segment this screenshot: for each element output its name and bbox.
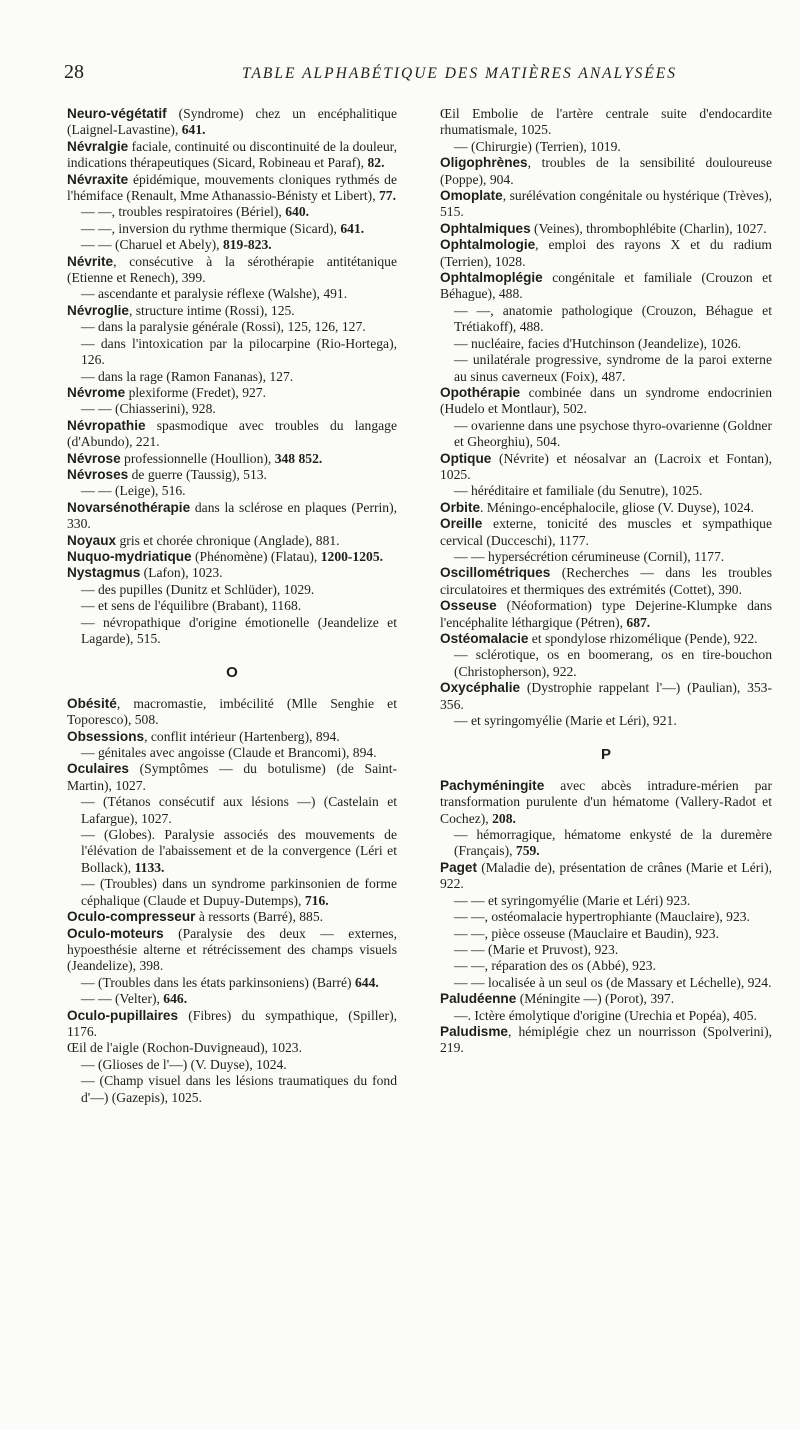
index-entry	[67, 451, 397, 467]
entry-heading: Osseuse	[440, 598, 497, 614]
index-entry	[440, 860, 772, 893]
index-entry	[440, 155, 772, 188]
entry-text: , conflit intérieur (Hartenberg), 894.	[144, 728, 340, 744]
index-entry	[440, 713, 772, 729]
index-entry	[67, 565, 397, 581]
entry-page-ref: 641.	[181, 122, 206, 138]
entry-text: — et syringomyélie (Marie et Léri), 921.	[454, 713, 677, 729]
entry-heading: Oxycéphalie	[440, 680, 521, 696]
entry-text: , consécutive à la sérothérapie antitétanique (Etienne et Renech), 399.	[67, 253, 397, 286]
entry-text: (Paralysie des deux — externes, hypoesthésie alterne et rétrécissement des champs visuels (Jeandelize), 398.	[67, 925, 397, 974]
entry-text: — ovarienne dans une psychose thyro-ovarienne (Goldner et Gheorghiu), 504.	[454, 417, 772, 450]
entry-page-ref: 208.	[492, 810, 516, 826]
entry-heading: Névralgie	[67, 138, 129, 154]
index-entry	[440, 270, 772, 303]
entry-text: — névropathique d'origine émotionelle (Jeandelize et Lagarde), 515.	[81, 614, 397, 646]
entry-heading: Oligophrènes	[440, 155, 528, 171]
index-entry	[67, 1008, 397, 1041]
index-entry	[67, 139, 397, 172]
entry-text: — —, pièce osseuse (Mauclaire et Baudin), 923.	[454, 925, 719, 941]
entry-text: — sclérotique, os en boomerang, os en tire-bouchon (Christopherson), 922.	[454, 647, 772, 679]
entry-text: — dans l'intoxication par la pilocarpine (Rio-Hortega), 126.	[81, 335, 397, 368]
entry-heading: Novarsénothérapie	[67, 499, 191, 515]
entry-text: — des pupilles (Dunitz et Schlüder), 1029.	[81, 581, 315, 597]
entry-heading: Ophtalmoplégie	[440, 270, 543, 286]
index-entry	[440, 598, 772, 631]
entry-text: (Néoformation) type Dejerine-Klumpke dans l'encéphalite léthargique (Pétren),	[440, 598, 772, 630]
entry-heading: Oculo-moteurs	[67, 925, 164, 941]
entry-text: — nucléaire, facies d'Hutchinson (Jeandelize), 1026.	[454, 335, 742, 351]
index-entry	[67, 761, 397, 794]
index-entry	[67, 598, 397, 614]
entry-heading: Oculo-pupillaires	[67, 1007, 179, 1023]
index-entry	[440, 451, 772, 484]
entry-text: — (Tétanos consécutif aux lésions —) (Castelain et Lafargue), 1027.	[81, 794, 397, 826]
entry-heading: Névraxite	[67, 171, 129, 187]
entry-heading: Névroglie	[67, 302, 129, 318]
index-entry	[67, 303, 397, 319]
index-entry	[440, 893, 772, 909]
entry-text: — (Champ visuel dans les lésions traumatiques du fond d'—) (Gazepis), 1025.	[81, 1073, 397, 1105]
entry-text: — (Chirurgie) (Terrien), 1019.	[454, 138, 621, 154]
entry-text: (Recherches — dans les troubles circulatoires et thermiques des extrémités (Cottet), 390.	[440, 565, 772, 597]
entry-text: — — (Charuel et Abely),	[81, 237, 223, 253]
entry-text: , hémiplégie chez un nourrisson (Spolverini), 219.	[440, 1023, 772, 1056]
index-entry	[440, 991, 772, 1007]
entry-heading: Névrose	[67, 450, 121, 466]
index-entry	[440, 827, 772, 860]
page-number: 28	[64, 61, 84, 83]
entry-text: Œil Embolie de l'artère centrale suite d'endocardite rhumatismale, 1025.	[440, 106, 772, 138]
index-entry	[67, 1057, 397, 1073]
index-entry	[440, 942, 772, 958]
index-entry	[67, 696, 397, 729]
entry-text: congénitale et familiale (Crouzon et Béhague), 488.	[440, 270, 772, 302]
entry-heading: Névropathie	[67, 417, 146, 433]
entry-heading: Nuquo-mydriatique	[67, 548, 192, 564]
entry-heading: Névroses	[67, 466, 129, 482]
entry-page-ref: 640.	[285, 204, 310, 220]
index-entry	[67, 418, 397, 451]
entry-heading: Obsessions	[67, 728, 145, 744]
index-entry	[440, 1024, 772, 1057]
index-entry	[67, 615, 397, 648]
index-entry	[67, 1040, 397, 1056]
index-entry	[67, 106, 397, 139]
index-entry	[67, 467, 397, 483]
entry-text: — (Glioses de l'—) (V. Duyse), 1024.	[81, 1056, 287, 1072]
entry-page-ref: 1200-1205.	[320, 548, 384, 564]
index-entry	[440, 680, 772, 713]
index-entry	[440, 188, 772, 221]
entry-text: avec abcès intradure-mérien par transformation purulente d'un hématome (Vallery-Radot et Cochez),	[440, 777, 772, 826]
entry-page-ref: 348 852.	[274, 450, 323, 466]
entry-text: — dans la rage (Ramon Fananas), 127.	[81, 368, 294, 384]
entry-text: . Méningo-encéphalocile, gliose (V. Duyse), 1024.	[480, 499, 754, 515]
entry-heading: Ophtalmologie	[440, 237, 536, 253]
entry-heading: Paget	[440, 859, 478, 875]
index-entry	[67, 926, 397, 975]
entry-text: — ascendante et paralysie réflexe (Walshe), 491.	[81, 286, 348, 302]
running-title: TABLE ALPHABÉTIQUE DES MATIÈRES ANALYSÉES	[241, 65, 678, 82]
entry-page-ref: 1133.	[134, 859, 165, 875]
entry-text: — — localisée à un seul os (de Massary et Léchelle), 924.	[454, 974, 772, 990]
index-entry	[67, 401, 397, 417]
index-entry	[67, 533, 397, 549]
entry-page-ref: 716.	[304, 892, 329, 908]
index-entry	[67, 975, 397, 991]
entry-text: — — (Leige), 516.	[81, 483, 186, 499]
entry-heading: Oculaires	[67, 761, 129, 777]
entry-page-ref: 687.	[626, 614, 651, 630]
entry-text: , structure intime (Rossi), 125.	[128, 302, 295, 318]
entry-heading: Omoplate	[440, 188, 503, 204]
entry-heading: Pachyméningite	[440, 777, 545, 793]
index-entry	[67, 336, 397, 369]
entry-text: plexiforme (Fredet), 927.	[125, 384, 266, 400]
index-entry	[67, 385, 397, 401]
index-entry	[440, 221, 772, 237]
entry-text: — dans la paralysie générale (Rossi), 125, 126, 127.	[81, 319, 366, 335]
index-entry	[67, 500, 397, 533]
entry-text: (Phénomène) (Flatau),	[191, 548, 321, 564]
entry-heading: Névrome	[67, 384, 126, 400]
entry-page-ref: 82.	[367, 155, 385, 171]
index-entry	[440, 1008, 772, 1024]
entry-heading: Noyaux	[67, 532, 117, 548]
entry-heading: Opothérapie	[440, 384, 521, 400]
index-entry	[440, 483, 772, 499]
entry-text: — (Troubles dans les états parkinsoniens) (Barré)	[81, 974, 355, 990]
entry-text: — —, ostéomalacie hypertrophiante (Mauclaire), 923.	[454, 909, 750, 925]
index-entry	[440, 303, 772, 336]
entry-text: — — (Chiasserini), 928.	[81, 401, 216, 417]
entry-heading: Névrite	[67, 253, 114, 269]
index-entry	[67, 221, 397, 237]
index-entry	[440, 336, 772, 352]
index-entry	[67, 827, 397, 876]
entry-text: (Fibres) du sympathique, (Spiller), 1176.	[67, 1007, 397, 1039]
entry-text: , emploi des rayons X et du radium (Terrien), 1028.	[440, 237, 772, 269]
entry-page-ref: 819-823.	[222, 237, 272, 253]
entry-heading: Ostéomalacie	[440, 631, 529, 646]
entry-heading: Paludisme	[440, 1023, 508, 1039]
index-entry	[67, 483, 397, 499]
section-letter: O	[226, 664, 238, 682]
entry-text: — — (Marie et Pruvost), 923.	[454, 941, 619, 957]
entry-heading: Oculo-compresseur	[67, 909, 196, 925]
index-entry	[67, 369, 397, 385]
index-entry	[67, 204, 397, 220]
index-entry	[440, 958, 772, 974]
index-entry	[440, 352, 772, 385]
page-header	[64, 61, 740, 88]
index-entry	[440, 516, 772, 549]
entry-text: (Névrite) et néosalvar an (Lacroix et Fontan), 1025.	[440, 450, 772, 482]
entry-text: —. Ictère émolytique d'origine (Urechia et Popéa), 405.	[454, 1007, 757, 1023]
entry-text: dans la sclérose en plaques (Perrin), 330.	[67, 499, 397, 532]
entry-heading: Paludéenne	[440, 991, 517, 1007]
entry-text: (Dystrophie rappelant l'—) (Paulian), 353-356.	[440, 680, 772, 712]
index-entry	[440, 549, 772, 565]
entry-text: — et sens de l'équilibre (Brabant), 1168.	[81, 598, 302, 614]
entry-heading: Neuro-végétatif	[67, 106, 167, 121]
entry-text: combinée dans un syndrome endocrinien (Hudelo et Montlaur), 502.	[440, 384, 772, 417]
index-entry	[67, 729, 397, 745]
index-entry	[440, 418, 772, 451]
index-entry	[440, 909, 772, 925]
index-entry	[67, 319, 397, 335]
entry-text: spasmodique avec troubles du langage (d'Abundo), 221.	[67, 417, 397, 450]
entry-text: — —, inversion du rythme thermique (Sicard),	[81, 220, 341, 236]
entry-heading: Ophtalmiques	[440, 220, 531, 236]
index-entry	[67, 876, 397, 909]
entry-text: externe, tonicité des muscles et sympathique cervical (Ducceschi), 1177.	[440, 516, 772, 548]
entry-heading: Optique	[440, 450, 492, 466]
entry-text: (Symptômes — du botulisme) (de Saint-Martin), 1027.	[67, 761, 397, 793]
entry-text: (Veines), thrombophlébite (Charlin), 1027.	[530, 220, 767, 236]
index-entry	[440, 926, 772, 942]
index-entry	[67, 745, 397, 761]
entry-heading: Oreille	[440, 516, 483, 532]
index-entry	[67, 286, 397, 302]
section-letter: P	[600, 746, 611, 764]
entry-text: à ressorts (Barré), 885.	[195, 909, 324, 925]
entry-heading: Orbite	[440, 499, 481, 515]
entry-text: — héréditaire et familiale (du Senutre), 1025.	[454, 483, 703, 499]
entry-text: (Lafon), 1023.	[140, 565, 223, 581]
entry-text: faciale, continuité ou discontinuité de la douleur, indications thérapeutiques (Sicard, Robineau et Paraf),	[67, 138, 397, 171]
entry-text: — —, troubles respiratoires (Bériel),	[81, 204, 286, 220]
index-entry	[440, 385, 772, 418]
entry-text: (Syndrome) chez un encéphalitique (Laignel-Lavastine),	[67, 106, 397, 138]
entry-page-ref: 641.	[340, 220, 365, 236]
entry-page-ref: 77.	[379, 188, 396, 204]
entry-heading: Obésité	[67, 695, 117, 711]
entry-page-ref: 646.	[163, 991, 188, 1007]
entry-text: — génitales avec angoisse (Claude et Brancomi), 894.	[81, 745, 377, 761]
index-entry	[440, 500, 772, 516]
index-entry	[440, 647, 772, 680]
index-entry	[67, 254, 397, 287]
index-entry	[67, 172, 397, 205]
index-entry	[67, 582, 397, 598]
index-entry	[67, 237, 397, 253]
entry-text: — —, réparation des os (Abbé), 923.	[454, 958, 656, 974]
left-column	[67, 106, 397, 1106]
entry-text: (Maladie de), présentation de crânes (Marie et Léri), 922.	[440, 859, 772, 892]
index-entry	[67, 909, 397, 925]
index-entry	[440, 565, 772, 598]
entry-page-ref: 644.	[354, 974, 379, 990]
entry-text: de guerre (Taussig), 513.	[128, 466, 267, 482]
entry-text: (Méningite —) (Porot), 397.	[516, 991, 675, 1007]
index-entry	[67, 794, 397, 827]
entry-text: professionnelle (Houllion),	[120, 450, 275, 466]
entry-text: — unilatérale progressive, syndrome de la paroi externe au sinus caverneux (Foix), 487.	[454, 352, 772, 384]
entry-text: Œil de l'aigle (Rochon-Duvigneaud), 1023.	[67, 1040, 303, 1056]
entry-text: , surélévation congénitale ou hystérique (Trèves), 515.	[440, 188, 772, 220]
index-entry	[440, 106, 772, 139]
index-entry	[440, 975, 772, 991]
index-entry	[67, 1073, 397, 1106]
index-entry	[440, 778, 772, 827]
entry-text: épidémique, mouvements cloniques rythmés de l'hémiface (Renault, Mme Athanassio-Bénisty et Libert),	[67, 171, 397, 204]
entry-text: — (Troubles) dans un syndrome parkinsonien de forme céphalique (Claude et Dupuy-Dutemps),	[81, 876, 397, 908]
entry-text: , troubles de la sensibilité douloureuse (Poppe), 904.	[440, 155, 772, 187]
entry-text: gris et chorée chronique (Anglade), 881.	[116, 532, 340, 548]
index-entry	[67, 549, 397, 565]
entry-page-ref: 759.	[515, 843, 540, 859]
right-column	[440, 106, 772, 1057]
entry-text: et spondylose rhizomélique (Pende), 922.	[528, 631, 758, 646]
entry-text: — — et syringomyélie (Marie et Léri) 923.	[454, 892, 691, 908]
entry-text: — —, anatomie pathologique (Crouzon, Béhague et Trétiakoff), 488.	[454, 302, 772, 335]
index-entry	[440, 139, 772, 155]
index-entry	[67, 991, 397, 1007]
entry-heading: Nystagmus	[67, 565, 141, 581]
entry-text: — — (Velter),	[81, 991, 164, 1007]
entry-text: , macromastie, imbécilité (Mlle Senghie et Toporesco), 508.	[67, 695, 397, 728]
entry-heading: Oscillométriques	[440, 565, 551, 581]
entry-text: — hémorragique, hématome enkysté de la duremère (Français),	[454, 827, 772, 859]
index-entry	[440, 237, 772, 270]
index-entry	[440, 631, 772, 647]
entry-text: — — hypersécrétion cérumineuse (Cornil), 1177.	[454, 548, 725, 564]
entry-text: — (Globes). Paralysie associés des mouvements de l'élévation de l'abaissement et de la convergence (Léri et Bollack),	[81, 827, 397, 875]
